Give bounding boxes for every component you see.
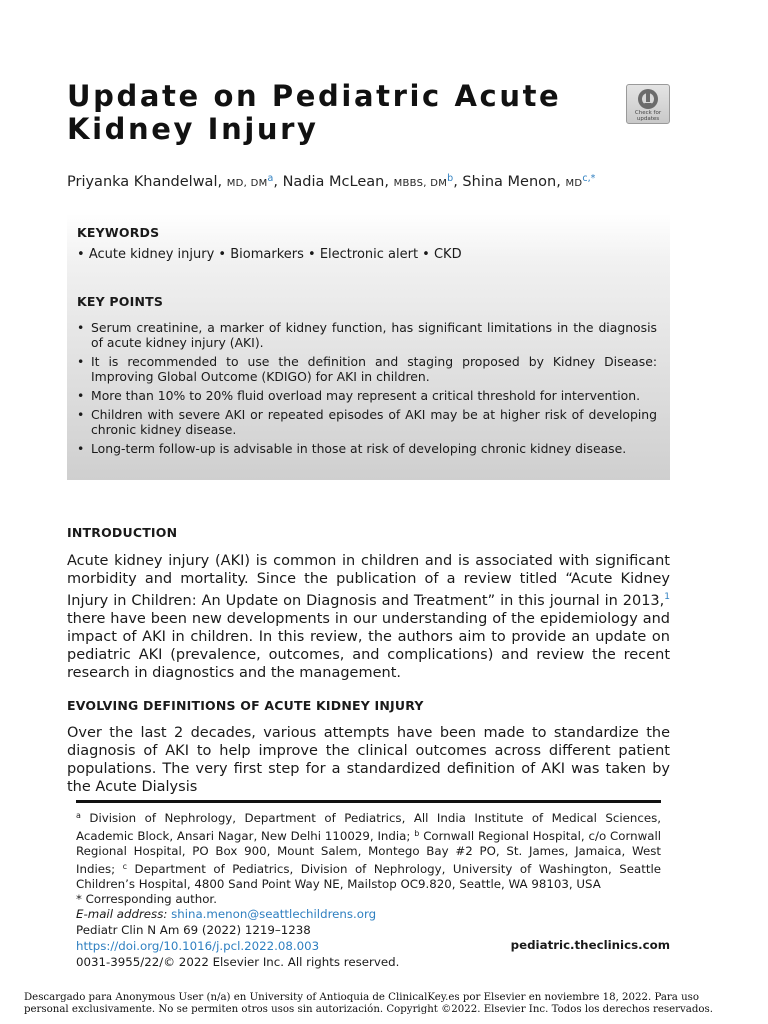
author-affiliation-mark[interactable]: b [447, 173, 454, 184]
author-name: Priyanka Khandelwal [67, 174, 218, 190]
author-degrees: MD [565, 178, 583, 189]
footnote-divider [76, 800, 661, 803]
corresponding-author-note: * Corresponding author. [76, 892, 217, 906]
email-link[interactable]: shina.menon@seattlechildrens.org [171, 907, 377, 921]
badge-label-1: Check for [634, 110, 662, 116]
badge-label-2: updates [636, 116, 660, 122]
journal-citation: Pediatr Clin N Am 69 (2022) 1219–1238 [76, 923, 311, 937]
affiliations-footnote [76, 808, 661, 922]
author-affiliation-mark[interactable]: a [267, 173, 274, 184]
author-degrees: MBBS, DM [393, 178, 448, 189]
keywords-list: • Acute kidney injury • Biomarkers • Electronic alert • CKD [77, 247, 462, 262]
affiliation-a: Division of Nephrology, Department of Pediatrics, All India Institute of Medical Sciences, Academic Block, Ansari Nagar, New Delhi 110029, India; [76, 811, 661, 843]
key-point: • It is recommended to use the definition and staging proposed by Kidney Disease: Improving Global Outcome (KDIGO) for AKI in children. [77, 354, 657, 384]
keyword: Electronic alert [319, 247, 419, 262]
evolving-definitions-paragraph: Over the last 2 decades, various attempts have been made to standardize the diagnosis of AKI to help improve the clinical outcomes across different patient populations. The very first step for a standardized definition of AKI was taken by the Acute Dialysis [67, 725, 670, 795]
key-point: • Long-term follow-up is advisable in those at risk of developing chronic kidney disease. [77, 441, 657, 456]
key-point: • Serum creatinine, a marker of kidney function, has significant limitations in the diagnosis of acute kidney injury (AKI). [77, 320, 657, 350]
author-list: Priyanka Khandelwal, MD, $DM^a$, Nadia McLean, MBBS, $DM^b$, Shina Menon, $MD^{c,*}$ [67, 173, 596, 190]
title-line-1: Update on Pediatric Acute [67, 79, 562, 113]
check-for-updates-badge[interactable] [626, 84, 670, 124]
copyright-line: 0031-3955/22/© 2022 Elsevier Inc. All rights reserved. [76, 955, 400, 969]
reference-link[interactable]: 1 [664, 592, 670, 602]
key-points-list [77, 320, 657, 460]
author-name: Shina Menon [462, 174, 557, 190]
affiliation-mark: b [414, 829, 420, 838]
keyword: Acute kidney injury [88, 247, 215, 262]
affiliation-b: Cornwall Regional Hospital, c/o Cornwall Regional Hospital, PO Box 900, Mount Salem, Montego Bay #2 PO, St. James, Jamaica, West Indies; [76, 829, 662, 876]
evolving-definitions-heading: EVOLVING DEFINITIONS OF ACUTE KIDNEY INJURY [67, 698, 424, 713]
keywords-keypoints-box [67, 214, 670, 480]
keywords-heading: KEYWORDS [77, 225, 160, 240]
affiliation-mark: a [76, 811, 81, 820]
affiliation-mark: c [122, 862, 127, 871]
email-label: E-mail address: [76, 907, 168, 921]
introduction-paragraph: Acute kidney injury (AKI) is common in children and is associated with significant morbidity and mortality. Since the publication of a review titled “Acute Kidney Injury in Children: An Update on Diagnosis and Treatment” in this journal in 2013,$^1$ there have been new developments in our understanding of the epidemiology and impact of AKI in children. In this review, the authors aim to provide an update on pediatric AKI (prevalence, outcomes, and complications) and review the recent research in diagnostics and the management. [67, 553, 670, 681]
keyword: CKD [433, 247, 462, 262]
journal-site-link[interactable]: pediatric.theclinics.com [510, 938, 670, 952]
crossmark-icon [637, 88, 659, 110]
key-points-heading: KEY POINTS [77, 294, 164, 309]
author-degrees: MD, DM [226, 178, 268, 189]
affiliation-c: Department of Pediatrics, Division of Nephrology, University of Washington, Seattle Children’s Hospital, 4800 Sand Point Way NE, Mailstop OC9.820, Seattle, WA 98103, USA [76, 862, 662, 891]
article-title [67, 80, 587, 146]
doi-link[interactable]: https://doi.org/10.1016/j.pcl.2022.08.003 [76, 939, 320, 953]
key-point: • More than 10% to 20% fluid overload may represent a critical threshold for intervention. [77, 388, 657, 403]
title-line-2: Kidney Injury [67, 112, 319, 146]
author-name: Nadia McLean [282, 174, 385, 190]
author-affiliation-mark[interactable]: c,* [582, 173, 596, 184]
keyword: Biomarkers [230, 247, 304, 262]
key-point: • Children with severe AKI or repeated episodes of AKI may be at higher risk of developing chronic kidney disease. [77, 407, 657, 437]
citation-block [76, 922, 399, 970]
introduction-heading: INTRODUCTION [67, 525, 178, 540]
download-notice: Descargado para Anonymous User (n/a) en University of Antioquia de ClinicalKey.es por Elsevier en noviembre 18, 2022. Para uso personal exclusivamente. No se permiten otros usos sin autorización. Copyright ©2022. Elsevier Inc. Todos los derechos reservados. [24, 992, 713, 1015]
